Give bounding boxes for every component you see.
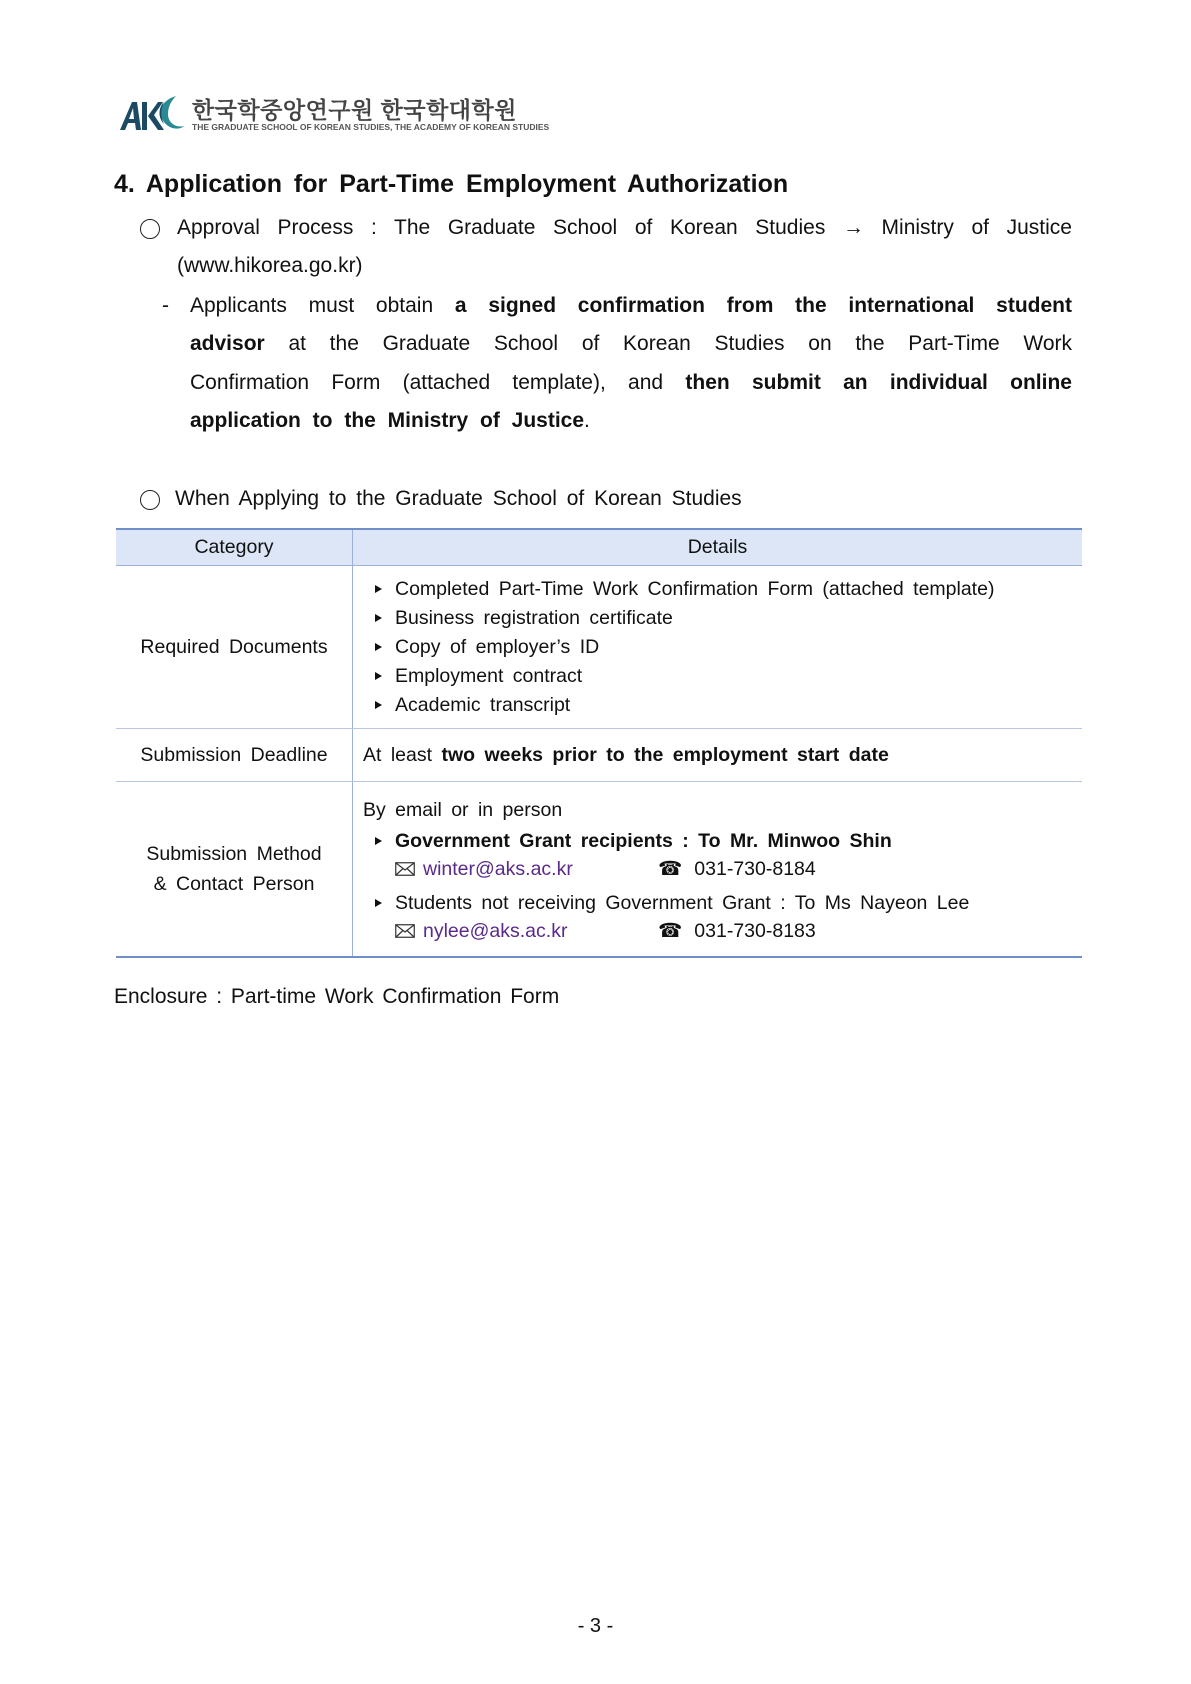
contact-details xyxy=(363,856,1081,883)
phone-number: 031-730-8184 xyxy=(694,858,816,880)
submission-method-cell xyxy=(353,782,1083,958)
dash-bullet: - xyxy=(162,294,169,317)
page-number: - 3 - xyxy=(577,1615,614,1637)
list-item: Academic transcript xyxy=(363,691,1081,720)
enclosure-note: Enclosure : Part-time Work Confirmation Form xyxy=(114,985,560,1008)
approval-process-line: Approval Process : The Graduate School of Korean Studies → Ministry of Justice xyxy=(177,216,1072,239)
applicants-line-1 xyxy=(190,294,1072,318)
submission-deadline-label: Submission Deadline xyxy=(116,729,353,782)
submission-deadline-cell xyxy=(353,729,1083,782)
applicants-line-2 xyxy=(190,332,1072,356)
section-title: 4. Application for Part-Time Employment Authorization xyxy=(114,170,789,198)
submission-method-label-line2: & Contact Person xyxy=(153,873,315,895)
phone-number-wrap xyxy=(658,918,816,945)
table-row xyxy=(116,729,1082,782)
required-documents-cell xyxy=(353,566,1083,729)
list-item: Business registration certificate xyxy=(363,604,1081,633)
deadline-bold-text: two weeks prior to the employment start date xyxy=(441,743,889,766)
applicants-bold: advisor xyxy=(190,332,265,355)
submission-method-label xyxy=(116,782,353,958)
logo-english-text: THE GRADUATE SCHOOL OF KOREAN STUDIES, THE ACADEMY OF KOREAN STUDIES xyxy=(192,122,550,132)
contact-title: Government Grant recipients : To Mr. Minwoo Shin xyxy=(363,827,1081,856)
list-item: Completed Part-Time Work Confirmation Form (attached template) xyxy=(363,575,1081,604)
required-documents-label: Required Documents xyxy=(116,566,353,729)
contact-list xyxy=(363,889,1081,918)
contact-list xyxy=(363,827,1081,856)
list-item: Employment contract xyxy=(363,662,1081,691)
details-header: Details xyxy=(353,529,1083,566)
contact-title: Students not receiving Government Grant : To Ms Nayeon Lee xyxy=(363,889,1081,918)
when-applying-heading: When Applying to the Graduate School of Korean Studies xyxy=(175,487,742,510)
phone-number: 031-730-8183 xyxy=(694,920,816,942)
applicants-text: at the Graduate School of Korean Studies on the Part-Time Work xyxy=(288,332,1072,355)
category-header: Category xyxy=(116,529,353,566)
aks-logo-icon xyxy=(118,90,188,140)
applicants-bold: a signed confirmation from the international student xyxy=(454,294,1072,317)
applicants-text: Applicants must obtain xyxy=(190,294,434,317)
applicants-period: . xyxy=(584,409,590,432)
envelope-icon xyxy=(395,924,415,938)
phone-icon: ☎ xyxy=(658,920,683,942)
circle-bullet-icon xyxy=(140,219,160,239)
deadline-text: At least xyxy=(363,743,433,766)
phone-number-wrap xyxy=(658,856,816,883)
envelope-icon xyxy=(395,862,415,876)
application-table xyxy=(116,528,1082,958)
contact-details xyxy=(363,918,1081,945)
applicants-line-3 xyxy=(190,371,1072,395)
email-link[interactable]: nylee@aks.ac.kr xyxy=(423,920,568,942)
applicants-bold: then submit an individual online xyxy=(685,371,1072,394)
institution-logo xyxy=(118,90,550,140)
list-item: Copy of employer’s ID xyxy=(363,633,1081,662)
applicants-bold: application to the Ministry of Justice xyxy=(190,409,585,432)
submission-method-intro: By email or in person xyxy=(363,799,563,821)
approval-process-url: (www.hikorea.go.kr) xyxy=(177,254,363,277)
email-link[interactable]: winter@aks.ac.kr xyxy=(423,858,573,880)
phone-icon: ☎ xyxy=(658,858,683,880)
logo-korean-text: 한국학중앙연구원 한국학대학원 xyxy=(192,97,517,123)
table-row xyxy=(116,566,1082,729)
required-documents-list xyxy=(363,575,1081,720)
circle-bullet-icon xyxy=(140,490,160,510)
table-row xyxy=(116,782,1082,958)
applicants-text: Confirmation Form (attached template), and xyxy=(190,371,664,394)
table-header-row xyxy=(116,529,1082,566)
applicants-line-4 xyxy=(190,409,590,433)
submission-method-label-line1: Submission Method xyxy=(146,843,322,865)
